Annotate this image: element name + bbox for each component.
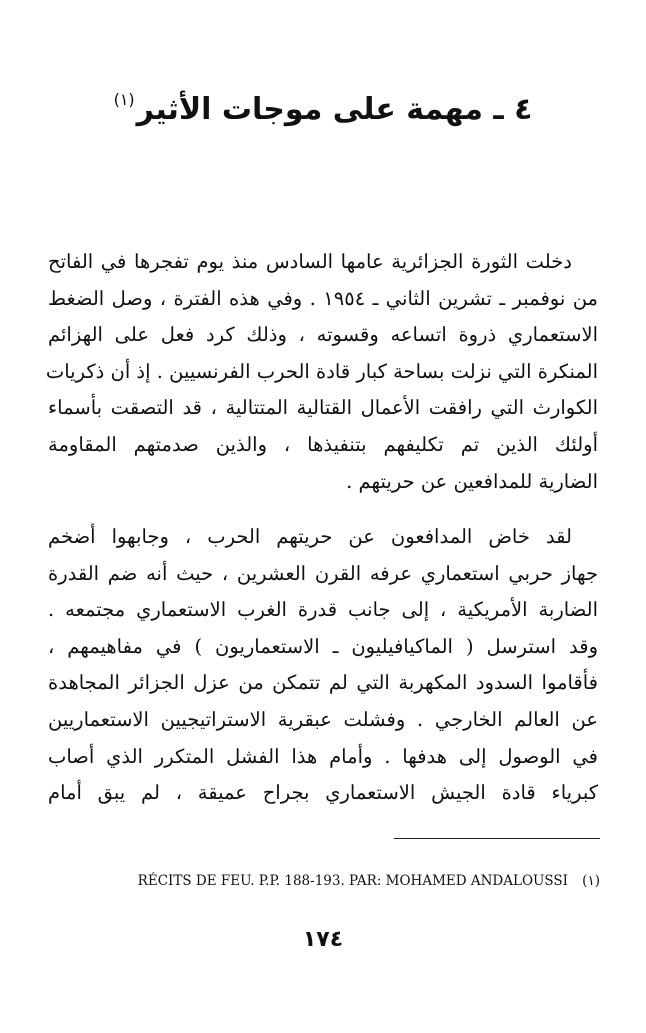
text-line: الاستعماري ذروة اتساعه وقسوته ، وذلك كرد فعل على الهزائم — [48, 323, 598, 347]
text-line: من نوفمبر ـ تشرين الثاني ـ ١٩٥٤ . وفي هذه الفترة ، وصل الضغط — [48, 286, 598, 310]
text-line: دخلت الثورة الجزائرية عامها السادس منذ يوم تفجرها في الفاتح — [48, 250, 572, 273]
text-line: أولئك الذين تم تكليفهم بتنفيذها ، والذين صدمتهم المقاومة — [48, 432, 598, 456]
text-line: الكوارث التي رافقت الأعمال القتالية المتتالية ، قد التصقت بأسماء — [48, 396, 598, 420]
text-line: المنكرة التي نزلت بساحة كبار قادة الحرب الفرنسيين . إذ أن ذكريات — [45, 359, 598, 383]
page-number: ١٧٤ — [302, 927, 344, 952]
text-line: الضاربة الأمريكية ، إلى جانب قدرة الغرب الاستعماري مجتمعه . — [48, 598, 598, 622]
footnote-divider — [394, 838, 600, 839]
text-line: فأقاموا السدود المكهربة التي لم تتمكن من عزل الجزائر المجاهدة — [48, 671, 598, 695]
text-line: جهاز حربي استعماري عرفه القرن العشرين ، حيث أنه ضم القدرة — [48, 561, 598, 585]
text-line: وقد استرسل ( الماكيافيليون ـ الاستعماريون ) في مفاهيمهم ، — [48, 634, 598, 658]
footnote-text: RÉCITS DE FEU. P.P. 188-193. PAR: MOHAMED ANDALOUSSI — [137, 873, 568, 889]
text-line: الضارية للمدافعين عن حريتهم . — [346, 469, 598, 493]
text-line: لقد خاض المدافعون عن حريتهم الحرب ، وجابهوا أضخم — [48, 525, 572, 548]
text-line: كبرياء قادة الجيش الاستعماري بجراح عميقة ، لم يبق أمام — [48, 781, 598, 805]
paragraph-2 — [48, 519, 598, 812]
paragraph-1 — [45, 244, 598, 500]
text-line: في الوصول إلى هدفها . وأمام هذا الفشل المتكرر الذي أصاب — [48, 744, 598, 768]
chapter-title-text: ٤ ـ مهمة على موجات الأثير — [136, 92, 533, 127]
text-line: عن العالم الخارجي . وفشلت عبقرية الاستراتيجيين الاستعماريين — [48, 707, 598, 731]
footnote — [40, 866, 600, 896]
footnote-reference: (١) — [113, 90, 135, 109]
footnote-number: (١) — [582, 873, 600, 889]
chapter-title — [40, 78, 606, 132]
